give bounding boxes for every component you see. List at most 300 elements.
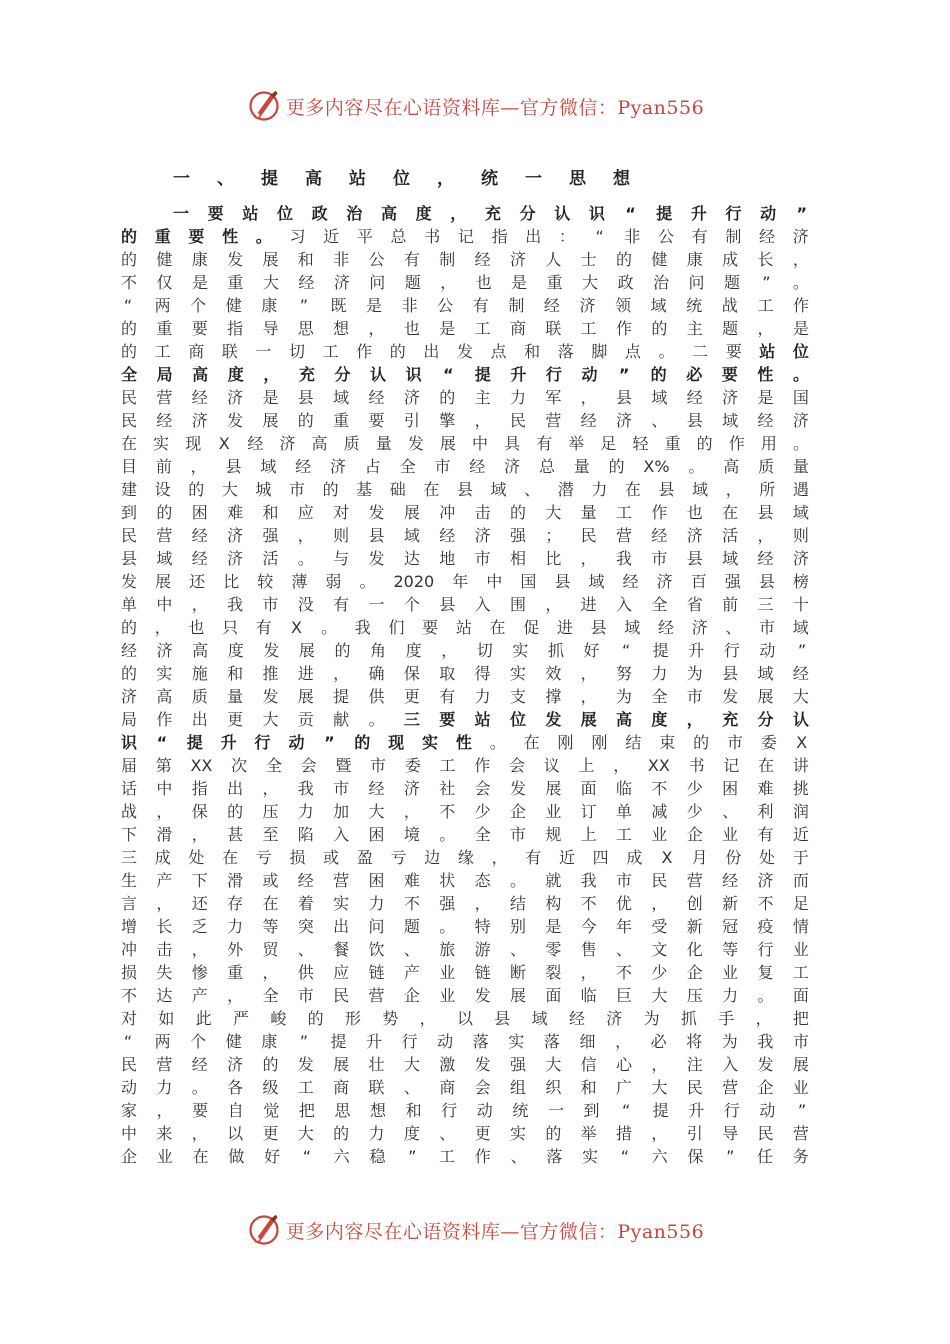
text-line <box>121 800 809 823</box>
text-char: 题 <box>722 319 739 338</box>
text-char: ， <box>474 411 491 430</box>
text-char: 年 <box>452 572 469 591</box>
text-char: 百 <box>690 572 707 591</box>
text-char: 发 <box>509 779 526 798</box>
text-char: 、 <box>651 411 668 430</box>
text-char: 有 <box>472 296 489 315</box>
text-char: 力 <box>651 664 668 683</box>
text-char: 的 <box>545 1124 562 1143</box>
text-char: 游 <box>474 940 491 959</box>
text-char: 域 <box>650 296 667 315</box>
text-char: 不 <box>121 986 138 1005</box>
text-char: 工 <box>439 756 456 775</box>
text-char: 要 <box>188 227 205 246</box>
text-char: 有 <box>403 250 420 269</box>
text-char: 济 <box>616 411 633 430</box>
text-char: 业 <box>439 963 456 982</box>
text-char: 动 <box>581 365 598 384</box>
text-char: 域 <box>757 664 774 683</box>
text-char: 经 <box>298 273 315 292</box>
text-char: 、 <box>297 940 314 959</box>
text-char: 2020 <box>393 572 435 591</box>
text-char: 域 <box>792 503 809 522</box>
text-char: 公 <box>657 227 674 246</box>
text-char: 订 <box>580 802 597 821</box>
footer-watermark-banner <box>0 1208 950 1252</box>
text-char: 的 <box>121 342 138 361</box>
text-char: 临 <box>616 779 633 798</box>
text-char: 士 <box>580 250 597 269</box>
text-char: 、 <box>403 940 420 959</box>
text-char: ， <box>580 549 597 568</box>
text-char: ， <box>792 250 809 269</box>
text-char: 入 <box>474 595 491 614</box>
text-char: 年 <box>616 917 633 936</box>
text-char: ， <box>580 963 597 982</box>
text-char: ” <box>762 273 771 292</box>
text-char: 展 <box>509 986 526 1005</box>
text-char: ， <box>651 894 668 913</box>
text-char: 县 <box>616 388 633 407</box>
text-char: X <box>796 733 808 752</box>
text-char: 大 <box>297 1124 314 1143</box>
text-char: 行 <box>254 733 271 752</box>
text-char: 济 <box>279 434 296 453</box>
text-char: 公 <box>368 250 385 269</box>
text-char: 商 <box>188 342 205 361</box>
text-char: 四 <box>592 848 609 867</box>
text-char: 。 <box>255 227 272 246</box>
text-char: 展 <box>262 250 279 269</box>
text-char: 民 <box>121 411 138 430</box>
text-char: 高 <box>616 710 633 729</box>
text-char: 问 <box>369 273 386 292</box>
heading-char: 位 <box>393 169 410 189</box>
text-line <box>121 432 809 455</box>
text-char: 上 <box>578 756 595 775</box>
text-char: 撑 <box>545 687 562 706</box>
text-char: ” <box>324 733 335 752</box>
text-char: 提 <box>330 1032 347 1051</box>
text-line <box>121 248 809 271</box>
text-char: 更 <box>262 1124 279 1143</box>
text-char: 济 <box>656 572 673 591</box>
text-char: 着 <box>297 894 314 913</box>
text-char: 市 <box>792 1032 809 1051</box>
text-char: ， <box>491 848 508 867</box>
text-char: XX <box>190 756 213 775</box>
text-char: 想 <box>333 319 350 338</box>
text-char: ” <box>299 1032 309 1051</box>
text-char: ， <box>368 319 385 338</box>
heading-char: 提 <box>261 169 278 189</box>
text-char: 健 <box>156 250 173 269</box>
text-char: 站 <box>242 204 259 223</box>
text-char: 量 <box>792 457 809 476</box>
heading-char: 、 <box>217 169 234 189</box>
text-char: 全 <box>121 365 138 384</box>
text-char: 有 <box>255 618 272 637</box>
text-char: 分 <box>519 204 536 223</box>
text-char: 的 <box>608 457 625 476</box>
text-char: 委 <box>760 733 777 752</box>
text-char: 亏 <box>255 848 272 867</box>
text-char: 出 <box>423 342 440 361</box>
text-char: 份 <box>725 848 742 867</box>
text-char: 状 <box>439 871 456 890</box>
text-line <box>121 524 809 547</box>
text-char: 市 <box>333 779 350 798</box>
text-char: 强 <box>509 1055 526 1074</box>
text-char: 构 <box>545 894 562 913</box>
text-char: 力 <box>297 802 314 821</box>
text-char: 加 <box>333 802 350 821</box>
text-char: 会 <box>474 1078 491 1097</box>
text-char: 损 <box>121 963 138 982</box>
text-line <box>121 708 809 731</box>
text-char: 经 <box>757 411 774 430</box>
text-char: 康 <box>261 296 278 315</box>
text-char: 特 <box>474 917 491 936</box>
text-char: 惨 <box>191 963 208 982</box>
text-char: ， <box>191 1124 208 1143</box>
text-line <box>121 317 809 340</box>
text-line <box>121 1007 809 1030</box>
text-char: 县 <box>439 595 456 614</box>
text-char: 脚 <box>591 342 608 361</box>
text-char: 困 <box>368 871 385 890</box>
text-char: ， <box>757 319 774 338</box>
text-char: 发 <box>545 710 562 729</box>
text-char: 长 <box>156 917 173 936</box>
text-char: 认 <box>792 710 809 729</box>
text-char: 业 <box>792 1078 809 1097</box>
text-char: 失 <box>156 963 173 982</box>
text-char: 的 <box>650 365 667 384</box>
text-char: 击 <box>474 503 491 522</box>
text-char: 链 <box>474 963 491 982</box>
text-char: 作 <box>474 1147 491 1166</box>
text-char: 。 <box>757 986 774 1005</box>
text-char: 十 <box>792 595 809 614</box>
text-char: 减 <box>651 802 668 821</box>
text-char: 、 <box>439 1124 456 1143</box>
text-char: 还 <box>189 572 206 591</box>
text-char: 上 <box>580 825 597 844</box>
text-char: 展 <box>155 572 172 591</box>
text-char: 提 <box>652 1101 669 1120</box>
text-char: 力 <box>591 480 608 499</box>
text-char: 健 <box>225 296 242 315</box>
text-char: 民 <box>686 1078 703 1097</box>
text-char: 入 <box>722 1055 739 1074</box>
text-char: ， <box>651 1124 668 1143</box>
text-char: 济 <box>686 526 703 545</box>
text-char: 业 <box>545 802 562 821</box>
text-char: 做 <box>228 1147 245 1166</box>
text-char: 发 <box>121 572 138 591</box>
text-char: 质 <box>191 687 208 706</box>
text-char: 业 <box>156 1147 173 1166</box>
text-char: 比 <box>223 572 240 591</box>
text-char: 企 <box>686 963 703 982</box>
text-char: 政 <box>311 204 328 223</box>
text-char: 大 <box>403 1055 420 1074</box>
text-char: 济 <box>792 227 809 246</box>
text-char: 作 <box>616 319 633 338</box>
text-char: 为 <box>643 1009 660 1028</box>
text-char: 任 <box>757 1147 774 1166</box>
text-char: 民 <box>757 1124 774 1143</box>
text-char: 乏 <box>191 917 208 936</box>
text-char: 发 <box>368 549 385 568</box>
text-char: 我 <box>354 618 371 637</box>
text-char: 和 <box>524 342 541 361</box>
heading-char: 一 <box>173 169 190 189</box>
text-char: 展 <box>297 687 314 706</box>
text-char: 力 <box>368 894 385 913</box>
text-char: 足 <box>792 894 809 913</box>
text-char: 设 <box>154 480 171 499</box>
text-char: 力 <box>474 687 491 706</box>
text-char: 是 <box>191 273 208 292</box>
text-char: 度 <box>415 204 432 223</box>
text-char: 经 <box>368 388 385 407</box>
text-char: 在 <box>624 480 641 499</box>
text-char: 重 <box>333 411 350 430</box>
text-char: 县 <box>368 526 385 545</box>
text-line <box>121 984 809 1007</box>
text-char: 增 <box>121 917 138 936</box>
text-char: 挑 <box>792 779 809 798</box>
heading-char: 一 <box>525 169 542 189</box>
text-char: 市 <box>727 733 744 752</box>
text-char: ” <box>797 641 807 660</box>
text-char: 县 <box>554 572 571 591</box>
text-char: 县 <box>722 664 739 683</box>
text-char: 二 <box>692 342 709 361</box>
text-line <box>121 1076 809 1099</box>
text-char: 是 <box>366 296 383 315</box>
text-char: 高 <box>723 457 740 476</box>
text-char: 展 <box>333 1055 350 1074</box>
text-char: 努 <box>616 664 633 683</box>
text-char: ， <box>580 687 597 706</box>
text-char: 经 <box>722 871 739 890</box>
text-char: 提 <box>186 733 203 752</box>
text-char: 经 <box>439 526 456 545</box>
text-char: 取 <box>439 664 456 683</box>
text-char: 规 <box>545 825 562 844</box>
text-char: 分 <box>334 365 351 384</box>
text-char: 是 <box>262 388 279 407</box>
text-char: 的 <box>439 388 456 407</box>
text-char: ， <box>613 756 630 775</box>
text-char: 量 <box>580 503 597 522</box>
text-char: 利 <box>757 802 774 821</box>
text-char: 质 <box>343 434 360 453</box>
text-char: 企 <box>686 825 703 844</box>
text-char: 落 <box>472 1032 489 1051</box>
text-char: ， <box>403 802 420 821</box>
text-char: 济 <box>757 871 774 890</box>
text-char: 度 <box>227 365 244 384</box>
text-char: 的 <box>354 733 371 752</box>
text-char: 冠 <box>722 917 739 936</box>
text-char: “ <box>442 365 454 384</box>
text-char: 的 <box>333 1124 350 1143</box>
text-char: 好 <box>583 641 600 660</box>
text-char: 实 <box>509 1124 526 1143</box>
text-char: 工 <box>322 342 339 361</box>
text-char: 在 <box>423 480 440 499</box>
text-char: 题 <box>403 917 420 936</box>
text-char: 组 <box>509 1078 526 1097</box>
text-char: 市 <box>297 986 314 1005</box>
text-char: 济 <box>227 549 244 568</box>
text-char: 在 <box>222 848 239 867</box>
text-char: 也 <box>475 273 492 292</box>
text-char: 应 <box>297 503 314 522</box>
text-char: 强 <box>509 526 526 545</box>
text-line <box>121 202 809 225</box>
text-char: 零 <box>545 940 562 959</box>
text-char: 施 <box>191 664 208 683</box>
text-char: 位 <box>792 342 809 361</box>
header-watermark-text: 更多内容尽在心语资料库—官方微信：Pyan556 <box>285 96 705 119</box>
text-char: ， <box>580 664 597 683</box>
text-char: 细 <box>579 1032 596 1051</box>
text-char: 要 <box>191 319 208 338</box>
text-line <box>121 869 809 892</box>
text-char: 重 <box>227 963 244 982</box>
text-char: 度 <box>227 641 244 660</box>
text-char: 难 <box>227 503 244 522</box>
text-char: 的 <box>121 664 138 683</box>
text-char: 展 <box>580 710 597 729</box>
text-char: 击 <box>156 940 173 959</box>
text-char: “ <box>595 227 604 246</box>
text-char: 近 <box>558 848 575 867</box>
text-char: 全 <box>262 986 279 1005</box>
text-char: 少 <box>474 802 491 821</box>
text-char: 较 <box>257 572 274 591</box>
text-char: 全 <box>265 756 282 775</box>
text-char: 落 <box>543 1032 560 1051</box>
text-char: 。 <box>792 365 809 384</box>
text-char: 问 <box>688 273 705 292</box>
text-char: 产 <box>191 986 208 1005</box>
text-char: 发 <box>297 1055 314 1074</box>
text-char: 济 <box>579 296 596 315</box>
text-char: 会 <box>508 756 525 775</box>
text-char: 困 <box>191 503 208 522</box>
text-char: 下 <box>191 871 208 890</box>
text-char: 面 <box>792 986 809 1005</box>
text-char: 市 <box>686 687 703 706</box>
text-char: 等 <box>262 917 279 936</box>
text-char: 性 <box>455 733 472 752</box>
text-char: 的 <box>651 319 668 338</box>
text-char: 的 <box>156 503 173 522</box>
text-char: 售 <box>580 940 597 959</box>
text-char: 压 <box>686 986 703 1005</box>
text-char: ， <box>156 1101 173 1120</box>
text-char: 要 <box>192 1101 209 1120</box>
text-char: 和 <box>297 250 314 269</box>
text-char: 好 <box>264 1147 281 1166</box>
text-char: 潜 <box>557 480 574 499</box>
text-char: 经 <box>191 388 208 407</box>
text-char: 经 <box>121 641 138 660</box>
text-char: ” <box>299 296 309 315</box>
text-char: 的 <box>307 1009 324 1028</box>
text-char: 或 <box>262 871 279 890</box>
text-char: 础 <box>389 480 406 499</box>
text-char: 成 <box>722 250 739 269</box>
text-char: 务 <box>792 1147 809 1166</box>
text-char: 作 <box>356 342 373 361</box>
paragraph <box>121 202 809 1168</box>
text-char: 、 <box>722 802 739 821</box>
text-char: 活 <box>722 526 739 545</box>
text-char: 推 <box>262 664 279 683</box>
text-line <box>121 271 809 294</box>
text-char: 在 <box>121 434 138 453</box>
text-char: 巨 <box>616 986 633 1005</box>
text-char: 既 <box>330 296 347 315</box>
text-char: 润 <box>792 802 809 821</box>
text-char: 题 <box>723 273 740 292</box>
text-char: 不 <box>403 894 420 913</box>
text-char: 我 <box>757 1032 774 1051</box>
text-char: 动 <box>437 1032 454 1051</box>
text-char: 促 <box>523 618 540 637</box>
text-char: 有 <box>536 434 553 453</box>
text-char: 心 <box>616 1055 633 1074</box>
document-body <box>121 168 809 1168</box>
text-line <box>121 662 809 685</box>
text-char: 落 <box>557 342 574 361</box>
text-char: 为 <box>721 1032 738 1051</box>
text-char: 展 <box>439 434 456 453</box>
text-char: 充 <box>484 204 501 223</box>
text-char: 度 <box>405 641 422 660</box>
text-char: 行 <box>441 1101 458 1120</box>
text-char: 平 <box>356 227 373 246</box>
text-char: 县 <box>686 549 703 568</box>
text-char: 经 <box>657 618 674 637</box>
text-line <box>121 731 809 754</box>
section-heading <box>121 168 809 191</box>
text-char: 餐 <box>333 940 350 959</box>
text-char: 经 <box>474 250 491 269</box>
text-char: 保 <box>687 1147 704 1166</box>
text-char: 成 <box>626 848 643 867</box>
text-char: 三 <box>121 848 138 867</box>
text-char: 政 <box>617 273 634 292</box>
text-char: “ <box>156 733 168 752</box>
text-char: 次 <box>231 756 248 775</box>
text-char: 文 <box>651 940 668 959</box>
text-char: 商 <box>439 1078 456 1097</box>
text-char: 三 <box>757 595 774 614</box>
text-char: 非 <box>624 227 641 246</box>
text-char: 力 <box>368 1124 385 1143</box>
text-char: 化 <box>686 940 703 959</box>
text-char: ， <box>191 940 208 959</box>
text-char: 把 <box>298 1101 315 1120</box>
